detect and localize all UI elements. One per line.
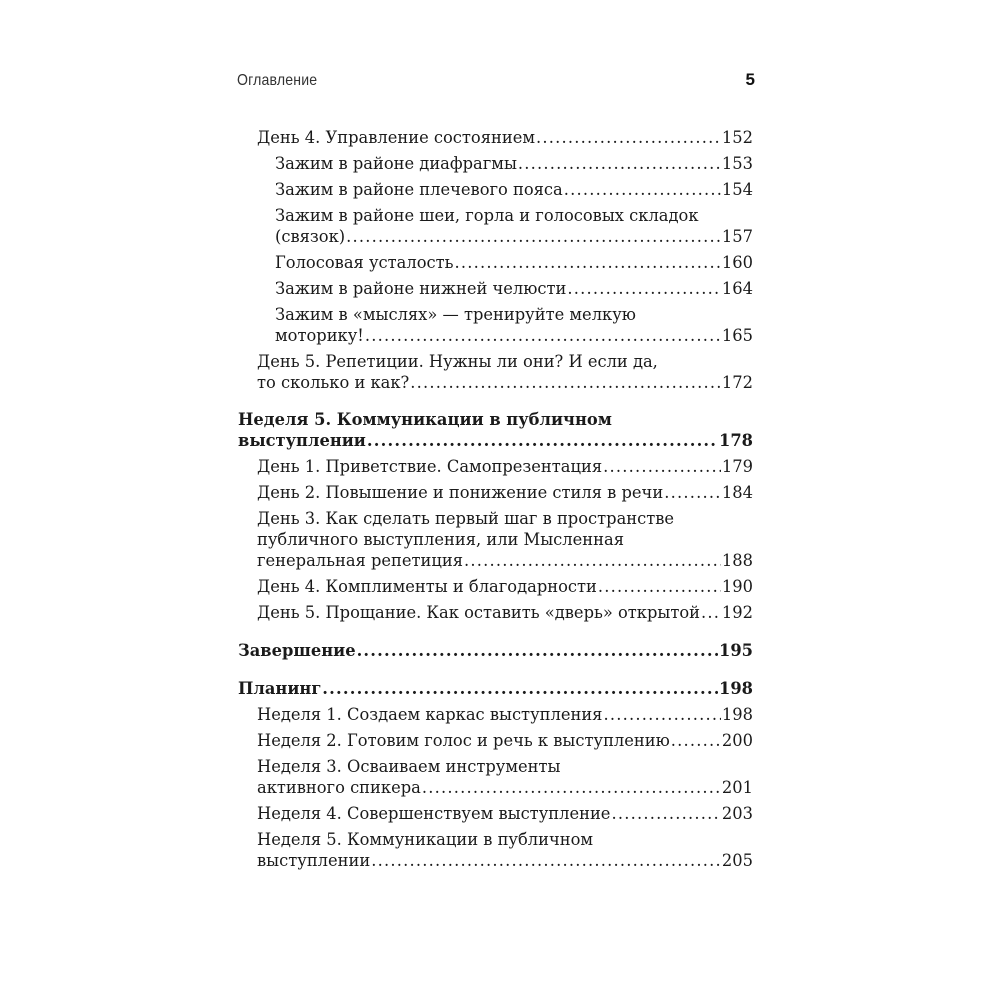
toc-entry-page: 198 [721,705,753,724]
toc-entry[interactable] [257,456,753,477]
toc-leader-dots [410,372,721,393]
toc-entry-title-line: Зажим в районе шеи, горла и голосовых складок [275,206,699,225]
toc-entry[interactable] [257,602,753,623]
toc-entry-page: 178 [719,431,753,450]
toc-leader-dots [598,576,721,597]
toc-entry-title: выступлении [257,851,371,870]
toc-entry-title-line: Неделя 3. Осваиваем инструменты [257,757,561,776]
toc-section-entry[interactable] [238,409,753,451]
toc-entry[interactable] [257,704,753,725]
toc-entry-page: 164 [721,279,753,298]
toc-leader-dots [536,127,721,148]
toc-entry-page: 192 [721,603,753,622]
toc-entry-page: 152 [721,128,753,147]
toc-entry-title-line: Неделя 5. Коммуникации в публичном [257,830,594,849]
toc-entry-page: 201 [721,778,753,797]
toc-entry[interactable] [275,252,753,273]
toc-section-entry[interactable] [238,678,753,699]
toc-entry-page: 195 [719,641,753,660]
toc-entry[interactable] [275,304,753,346]
toc-entry[interactable] [275,153,753,174]
toc-entry-title: выступлении [238,431,366,450]
toc-leader-dots [346,226,721,247]
toc-entry[interactable] [275,205,753,247]
toc-leader-dots [611,803,720,824]
page-number: 5 [745,70,755,89]
toc-leader-dots [365,325,721,346]
toc-entry-title: то сколько и как? [257,373,410,392]
toc-entry[interactable] [257,730,753,751]
toc-entry-page: 157 [721,227,753,246]
toc-leader-dots [671,730,721,751]
toc-entry-title: генеральная репетиция [257,551,463,570]
toc-entry-title: Зажим в районе диафрагмы [275,154,517,173]
toc-entry-title: Завершение [238,641,356,660]
toc-leader-dots [367,430,718,451]
toc-leader-dots [322,678,718,699]
toc-entry-title: активного спикера [257,778,421,797]
running-head [237,70,755,90]
toc-entry-title: моторику! [275,326,364,345]
toc-entry[interactable] [257,803,753,824]
toc-entry-title: Неделя 4. Совершенствуем выступление [257,804,611,823]
toc-entry[interactable] [257,576,753,597]
toc-entry[interactable] [257,127,753,148]
toc-entry-page: 188 [721,551,753,570]
toc-entry-title: Голосовая усталость [275,253,454,272]
toc-entry-title: Неделя 2. Готовим голос и речь к выступлению [257,731,670,750]
toc-entry[interactable] [275,278,753,299]
table-of-contents [238,127,753,871]
toc-section-entry[interactable] [238,640,753,661]
toc-entry-page: 172 [721,373,753,392]
toc-leader-dots [518,153,721,174]
toc-entry-title-line: Неделя 5. Коммуникации в публичном [238,410,612,429]
toc-entry-title: День 5. Прощание. Как оставить «дверь» открытой [257,603,701,622]
toc-entry-title: Планинг [238,679,322,698]
toc-entry-title-line: Зажим в «мыслях» — тренируйте мелкую [275,305,636,324]
toc-entry-title-line: День 5. Репетиции. Нужны ли они? И если да, [257,352,658,371]
toc-entry[interactable] [275,179,753,200]
toc-entry[interactable] [257,508,753,571]
toc-entry-title: День 4. Комплименты и благодарности [257,577,597,596]
toc-entry-title-line: публичного выступления, или Мысленная [257,530,624,549]
toc-leader-dots [664,482,721,503]
toc-leader-dots [567,278,721,299]
toc-entry-page: 198 [719,679,753,698]
toc-leader-dots [455,252,721,273]
toc-entry-title: Зажим в районе нижней челюсти [275,279,567,298]
toc-leader-dots [603,456,721,477]
toc-leader-dots [603,704,720,725]
toc-entry-page: 200 [721,731,753,750]
toc-entry-title: День 1. Приветствие. Самопрезентация [257,457,603,476]
running-head-title: Оглавление [237,72,318,89]
toc-leader-dots [564,179,721,200]
toc-entry-title: Неделя 1. Создаем каркас выступления [257,705,603,724]
toc-leader-dots [357,640,718,661]
toc-entry[interactable] [257,756,753,798]
toc-entry-title: День 2. Повышение и понижение стиля в речи [257,483,664,502]
toc-entry-page: 165 [721,326,753,345]
toc-entry-title-line: День 3. Как сделать первый шаг в пространстве [257,509,675,528]
toc-leader-dots [701,602,721,623]
toc-entry-page: 205 [721,851,753,870]
toc-entry-page: 154 [721,180,753,199]
toc-leader-dots [422,777,721,798]
toc-entry-page: 203 [721,804,753,823]
toc-entry[interactable] [257,482,753,503]
toc-leader-dots [464,550,721,571]
toc-entry-title: День 4. Управление состоянием [257,128,535,147]
toc-entry[interactable] [257,829,753,871]
toc-entry[interactable] [257,351,753,393]
toc-entry-title: (связок) [275,227,346,246]
toc-entry-title: Зажим в районе плечевого пояса [275,180,563,199]
toc-entry-page: 184 [721,483,753,502]
toc-entry-page: 179 [721,457,753,476]
toc-leader-dots [371,850,721,871]
toc-entry-page: 160 [721,253,753,272]
toc-entry-page: 153 [721,154,753,173]
toc-entry-page: 190 [721,577,753,596]
